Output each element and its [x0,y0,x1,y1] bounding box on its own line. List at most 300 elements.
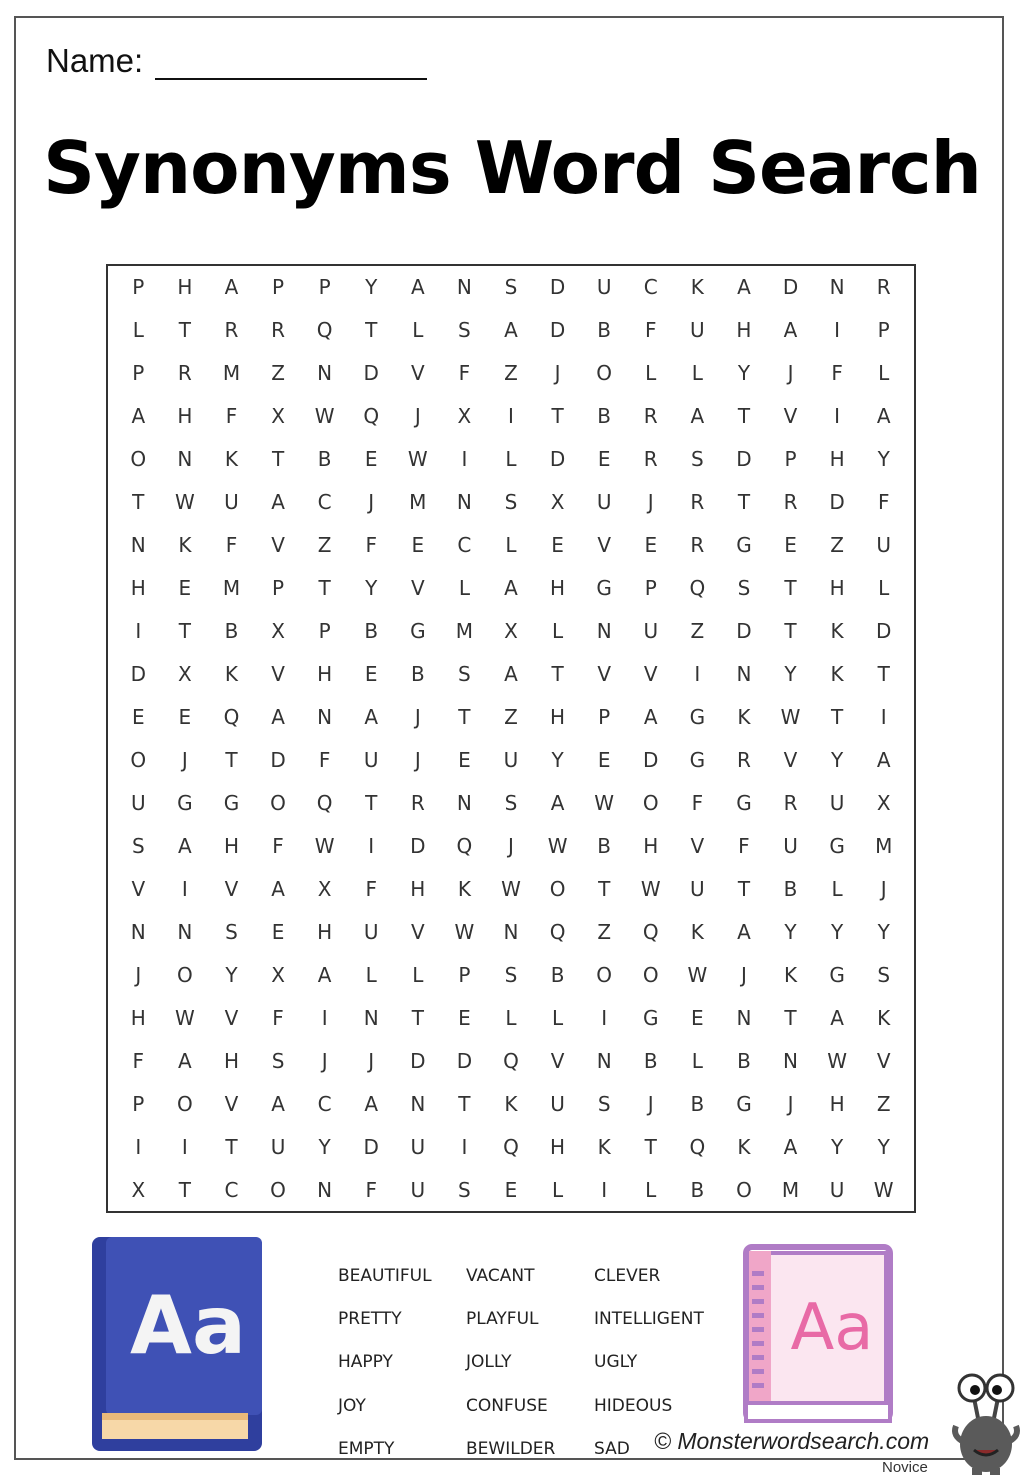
grid-letter[interactable]: G [689,747,706,772]
grid-letter[interactable]: W [640,876,661,901]
grid-letter[interactable]: A [178,833,192,858]
grid-letter[interactable]: N [177,447,193,472]
grid-letter[interactable]: Z [504,361,518,386]
grid-letter[interactable]: T [458,705,471,729]
grid-letter[interactable]: B [597,318,612,343]
grid-letter[interactable]: P [272,275,285,300]
grid-letter[interactable]: T [178,318,191,343]
grid-letter[interactable]: L [505,1005,517,1030]
grid-letter[interactable]: V [783,404,798,429]
grid-letter[interactable]: F [365,533,377,558]
grid-letter[interactable]: Q [503,1048,519,1073]
grid-letter[interactable]: T [365,790,378,815]
grid-letter[interactable]: I [135,619,142,644]
grid-letter[interactable]: K [178,533,192,558]
grid-letter[interactable]: C [317,1091,332,1116]
grid-letter[interactable]: L [132,318,144,343]
grid-letter[interactable]: O [549,876,566,901]
grid-letter[interactable]: V [597,662,612,687]
grid-letter[interactable]: D [456,1048,473,1073]
grid-letter[interactable]: G [643,1005,659,1030]
grid-letter[interactable]: P [318,275,331,300]
grid-letter[interactable]: D [363,361,379,386]
grid-letter[interactable]: Z [317,533,332,558]
grid-letter[interactable]: V [410,919,425,944]
grid-letter[interactable]: W [407,447,428,472]
grid-letter[interactable]: X [457,404,472,429]
grid-letter[interactable]: F [132,1048,145,1073]
grid-letter[interactable]: E [364,447,378,472]
grid-letter[interactable]: C [224,1177,239,1202]
grid-letter[interactable]: E [597,447,611,472]
grid-letter[interactable]: Y [831,1134,844,1159]
grid-letter[interactable]: O [642,962,659,987]
grid-letter[interactable]: N [317,361,333,386]
grid-letter[interactable]: Y [365,576,378,601]
grid-letter[interactable]: O [130,447,147,472]
grid-letter[interactable]: B [317,447,332,472]
grid-letter[interactable]: B [597,833,612,858]
grid-letter[interactable]: S [504,962,518,987]
grid-letter[interactable]: Q [316,318,333,343]
grid-letter[interactable]: J [787,361,794,386]
grid-letter[interactable]: Q [363,404,380,429]
grid-letter[interactable]: C [643,275,658,300]
grid-letter[interactable]: Q [223,705,240,729]
grid-letter[interactable]: V [690,833,705,858]
grid-letter[interactable]: S [690,447,704,472]
grid-letter[interactable]: V [643,662,658,687]
grid-letter[interactable]: K [457,876,471,901]
grid-letter[interactable]: N [503,919,519,944]
grid-letter[interactable]: A [271,876,285,901]
grid-letter[interactable]: O [177,962,193,987]
grid-letter[interactable]: G [689,705,706,729]
grid-letter[interactable]: S [131,833,145,858]
grid-letter[interactable]: X [550,490,565,515]
grid-letter[interactable]: F [272,1005,284,1030]
grid-letter[interactable]: D [410,1048,426,1073]
grid-letter[interactable]: F [225,533,238,558]
grid-letter[interactable]: Y [831,919,844,944]
grid-letter[interactable]: S [458,318,471,343]
grid-letter[interactable]: F [365,876,377,901]
grid-letter[interactable]: V [224,1005,239,1030]
grid-letter[interactable]: Z [271,361,285,386]
grid-letter[interactable]: P [272,576,285,601]
grid-letter[interactable]: I [601,1005,608,1030]
grid-letter[interactable]: M [875,833,893,858]
grid-letter[interactable]: N [456,490,472,515]
grid-letter[interactable]: Y [225,962,238,987]
grid-letter[interactable]: Z [504,705,518,729]
grid-letter[interactable]: J [414,705,421,729]
grid-letter[interactable]: F [225,404,238,429]
grid-letter[interactable]: Z [830,533,844,558]
grid-letter[interactable]: H [177,275,193,300]
grid-letter[interactable]: Q [316,790,333,815]
grid-letter[interactable]: G [177,790,193,815]
grid-letter[interactable]: H [130,1005,146,1030]
grid-letter[interactable]: H [223,1048,239,1073]
grid-letter[interactable]: Z [690,619,705,644]
grid-letter[interactable]: J [414,404,421,429]
grid-letter[interactable]: T [458,1091,471,1116]
grid-letter[interactable]: L [691,361,703,386]
grid-letter[interactable]: U [690,876,705,901]
grid-letter[interactable]: U [783,833,798,858]
grid-letter[interactable]: N [363,1005,379,1030]
grid-letter[interactable]: V [410,361,425,386]
grid-letter[interactable]: J [554,361,561,386]
grid-letter[interactable]: T [737,404,751,429]
grid-letter[interactable]: R [783,790,798,815]
grid-letter[interactable]: P [598,705,611,729]
grid-letter[interactable]: N [596,1048,612,1073]
grid-letter[interactable]: A [643,705,658,729]
grid-letter[interactable]: E [597,747,611,772]
grid-letter[interactable]: D [130,662,146,687]
grid-letter[interactable]: A [876,404,891,429]
grid-letter[interactable]: K [224,447,239,472]
grid-letter[interactable]: X [504,619,518,644]
grid-letter[interactable]: H [829,447,845,472]
grid-letter[interactable]: I [181,876,188,901]
grid-letter[interactable]: I [834,404,841,429]
grid-letter[interactable]: O [130,747,147,772]
grid-letter[interactable]: F [318,747,331,772]
grid-letter[interactable]: H [829,576,845,601]
grid-letter[interactable]: G [736,1091,752,1116]
grid-letter[interactable]: N [130,919,146,944]
grid-letter[interactable]: Y [784,662,797,687]
grid-letter[interactable]: A [876,747,891,772]
grid-letter[interactable]: R [224,318,239,343]
grid-letter[interactable]: T [271,447,285,472]
grid-letter[interactable]: I [508,404,514,429]
grid-letter[interactable]: F [691,790,704,815]
grid-letter[interactable]: G [829,962,845,987]
grid-letter[interactable]: B [690,1091,705,1116]
grid-letter[interactable]: N [410,1091,426,1116]
grid-letter[interactable]: K [830,662,844,687]
grid-letter[interactable]: H [317,662,333,687]
grid-letter[interactable]: I [880,705,887,729]
grid-letter[interactable]: N [736,662,752,687]
grid-letter[interactable]: H [550,576,566,601]
grid-letter[interactable]: F [272,833,284,858]
grid-letter[interactable]: S [504,490,518,515]
grid-letter[interactable]: G [829,833,845,858]
grid-letter[interactable]: D [549,275,566,300]
grid-letter[interactable]: R [690,490,705,515]
grid-letter[interactable]: R [783,490,798,515]
grid-letter[interactable]: W [594,790,615,815]
grid-letter[interactable]: H [829,1091,845,1116]
grid-letter[interactable]: P [877,318,890,343]
grid-letter[interactable]: V [224,1091,239,1116]
grid-letter[interactable]: L [552,619,564,644]
grid-letter[interactable]: B [643,1048,658,1073]
grid-letter[interactable]: B [410,662,425,687]
grid-letter[interactable]: S [225,919,238,944]
grid-letter[interactable]: F [831,361,843,386]
grid-letter[interactable]: W [174,1005,195,1030]
grid-letter[interactable]: B [783,876,798,901]
grid-letter[interactable]: V [550,1048,565,1073]
grid-letter[interactable]: E [551,533,564,558]
grid-letter[interactable]: Y [551,747,564,772]
grid-letter[interactable]: D [736,447,752,472]
grid-letter[interactable]: K [737,705,751,729]
grid-letter[interactable]: L [505,447,517,472]
grid-letter[interactable]: V [876,1048,891,1073]
grid-letter[interactable]: B [597,404,612,429]
grid-letter[interactable]: A [737,275,751,300]
grid-letter[interactable]: X [876,790,891,815]
grid-letter[interactable]: F [458,361,471,386]
grid-letter[interactable]: A [317,962,332,987]
grid-letter[interactable]: F [645,318,657,343]
grid-letter[interactable]: W [547,833,568,858]
grid-letter[interactable]: A [131,404,146,429]
grid-letter[interactable]: O [270,790,286,815]
grid-letter[interactable]: G [410,619,426,644]
grid-letter[interactable]: D [782,275,799,300]
grid-letter[interactable]: A [504,576,518,601]
grid-letter[interactable]: T [225,747,238,772]
grid-letter[interactable]: V [597,533,612,558]
grid-letter[interactable]: M [222,361,241,386]
grid-letter[interactable]: G [736,790,752,815]
grid-letter[interactable]: A [271,1091,285,1116]
grid-letter[interactable]: I [601,1177,608,1202]
grid-letter[interactable]: T [178,1177,191,1202]
grid-letter[interactable]: K [224,662,239,687]
grid-letter[interactable]: Y [877,1134,890,1159]
grid-letter[interactable]: G [223,790,240,815]
grid-letter[interactable]: K [830,619,844,644]
grid-letter[interactable]: H [410,876,426,901]
grid-letter[interactable]: Q [549,919,566,944]
grid-letter[interactable]: O [177,1091,193,1116]
grid-letter[interactable]: J [181,747,188,772]
grid-letter[interactable]: V [783,747,798,772]
grid-letter[interactable]: K [504,1091,518,1116]
grid-letter[interactable]: N [130,533,146,558]
grid-letter[interactable]: J [414,747,421,772]
grid-letter[interactable]: I [461,447,468,472]
grid-letter[interactable]: J [647,490,654,515]
grid-letter[interactable]: T [598,876,611,901]
grid-letter[interactable]: A [504,662,518,687]
grid-letter[interactable]: X [131,1177,146,1202]
grid-letter[interactable]: I [694,662,701,687]
grid-letter[interactable]: J [740,962,747,987]
grid-letter[interactable]: N [317,705,333,729]
name-line[interactable] [155,46,427,80]
grid-letter[interactable]: U [550,1091,565,1116]
grid-letter[interactable]: M [222,576,241,601]
grid-letter[interactable]: B [737,1048,751,1073]
grid-letter[interactable]: L [412,962,424,987]
grid-letter[interactable]: G [596,576,612,601]
grid-letter[interactable]: T [644,1134,657,1159]
grid-letter[interactable]: S [458,662,471,687]
grid-letter[interactable]: V [410,576,425,601]
grid-letter[interactable]: O [642,790,659,815]
grid-letter[interactable]: A [271,490,285,515]
grid-letter[interactable]: E [691,1005,704,1030]
grid-letter[interactable]: P [132,361,145,386]
grid-letter[interactable]: I [461,1134,468,1159]
grid-letter[interactable]: P [132,275,145,300]
grid-letter[interactable]: A [690,404,705,429]
grid-letter[interactable]: S [737,576,751,601]
grid-letter[interactable]: N [456,790,472,815]
grid-letter[interactable]: H [550,1134,566,1159]
grid-letter[interactable]: J [880,876,887,901]
grid-letter[interactable]: T [784,1005,797,1030]
grid-letter[interactable]: L [412,318,424,343]
grid-letter[interactable]: U [829,790,845,815]
grid-letter[interactable]: T [551,404,564,429]
grid-letter[interactable]: D [549,318,566,343]
grid-letter[interactable]: E [271,919,285,944]
grid-letter[interactable]: D [363,1134,379,1159]
grid-letter[interactable]: E [504,1177,518,1202]
grid-letter[interactable]: T [225,1134,238,1159]
grid-letter[interactable]: C [317,490,332,515]
grid-letter[interactable]: L [645,361,657,386]
grid-letter[interactable]: I [834,318,841,343]
grid-letter[interactable]: U [690,318,705,343]
grid-letter[interactable]: V [224,876,239,901]
grid-letter[interactable]: I [135,1134,142,1159]
grid-letter[interactable]: Y [877,919,890,944]
grid-letter[interactable]: R [643,404,658,429]
grid-letter[interactable]: L [691,1048,703,1073]
grid-letter[interactable]: N [177,919,193,944]
grid-letter[interactable]: E [644,533,658,558]
grid-letter[interactable]: D [270,747,286,772]
grid-letter[interactable]: A [504,318,518,343]
grid-letter[interactable]: N [736,1005,752,1030]
grid-letter[interactable]: X [317,876,332,901]
grid-letter[interactable]: M [781,1177,800,1202]
grid-letter[interactable]: E [178,576,192,601]
grid-letter[interactable]: P [784,447,797,472]
grid-letter[interactable]: T [877,662,890,687]
grid-letter[interactable]: B [550,962,565,987]
grid-letter[interactable]: I [368,833,375,858]
grid-letter[interactable]: R [736,747,751,772]
grid-letter[interactable]: E [131,705,145,729]
grid-letter[interactable]: T [551,662,564,687]
grid-letter[interactable]: A [737,919,751,944]
grid-letter[interactable]: N [596,619,612,644]
grid-letter[interactable]: K [690,919,704,944]
grid-letter[interactable]: R [410,790,425,815]
grid-letter[interactable]: L [552,1005,564,1030]
grid-letter[interactable]: Q [642,919,659,944]
grid-letter[interactable]: L [878,576,890,601]
grid-letter[interactable]: A [783,1134,798,1159]
grid-letter[interactable]: T [784,576,797,601]
grid-letter[interactable]: R [271,318,285,343]
grid-letter[interactable]: B [364,619,379,644]
grid-letter[interactable]: W [174,490,195,515]
grid-letter[interactable]: X [178,662,192,687]
grid-letter[interactable]: K [737,1134,751,1159]
grid-letter[interactable]: K [690,275,704,300]
grid-letter[interactable]: U [596,275,612,300]
grid-letter[interactable]: T [737,490,751,515]
grid-letter[interactable]: P [458,962,471,987]
grid-letter[interactable]: Y [877,447,890,472]
grid-letter[interactable]: F [365,1177,377,1202]
grid-letter[interactable]: R [876,275,891,300]
grid-letter[interactable]: B [690,1177,705,1202]
grid-letter[interactable]: U [270,1134,286,1159]
grid-letter[interactable]: J [647,1091,654,1116]
grid-letter[interactable]: W [454,919,475,944]
grid-letter[interactable]: S [271,1048,285,1073]
grid-letter[interactable]: H [223,833,239,858]
grid-letter[interactable]: E [178,705,192,729]
grid-letter[interactable]: U [876,533,892,558]
grid-letter[interactable]: S [504,275,518,300]
grid-letter[interactable]: B [224,619,239,644]
grid-letter[interactable]: Q [689,576,706,601]
grid-letter[interactable]: T [178,619,191,644]
grid-letter[interactable]: A [410,275,425,300]
grid-letter[interactable]: Y [784,919,797,944]
grid-letter[interactable]: Q [456,833,473,858]
grid-letter[interactable]: V [271,533,285,558]
grid-letter[interactable]: D [410,833,426,858]
grid-letter[interactable]: P [132,1091,145,1116]
grid-letter[interactable]: W [314,404,335,429]
grid-letter[interactable]: X [271,619,285,644]
grid-letter[interactable]: L [458,576,470,601]
grid-letter[interactable]: X [271,404,285,429]
grid-letter[interactable]: W [314,833,335,858]
grid-letter[interactable]: O [596,361,613,386]
grid-letter[interactable]: A [271,705,285,729]
grid-letter[interactable]: A [783,318,798,343]
grid-letter[interactable]: K [783,962,798,987]
grid-letter[interactable]: A [364,705,379,729]
grid-letter[interactable]: U [224,490,239,515]
grid-letter[interactable]: S [458,1177,471,1202]
grid-letter[interactable]: Y [318,1134,331,1159]
grid-letter[interactable]: J [787,1091,794,1116]
grid-letter[interactable]: F [738,833,750,858]
grid-letter[interactable]: E [411,533,425,558]
grid-letter[interactable]: U [363,747,379,772]
grid-letter[interactable]: V [131,876,146,901]
grid-letter[interactable]: J [135,962,142,987]
grid-letter[interactable]: S [504,790,518,815]
grid-letter[interactable]: X [271,962,285,987]
grid-letter[interactable]: Q [689,1134,706,1159]
grid-letter[interactable]: U [410,1134,426,1159]
grid-letter[interactable]: W [827,1048,847,1073]
grid-letter[interactable]: G [736,533,752,558]
grid-letter[interactable]: A [364,1091,379,1116]
grid-letter[interactable]: E [458,1005,471,1030]
